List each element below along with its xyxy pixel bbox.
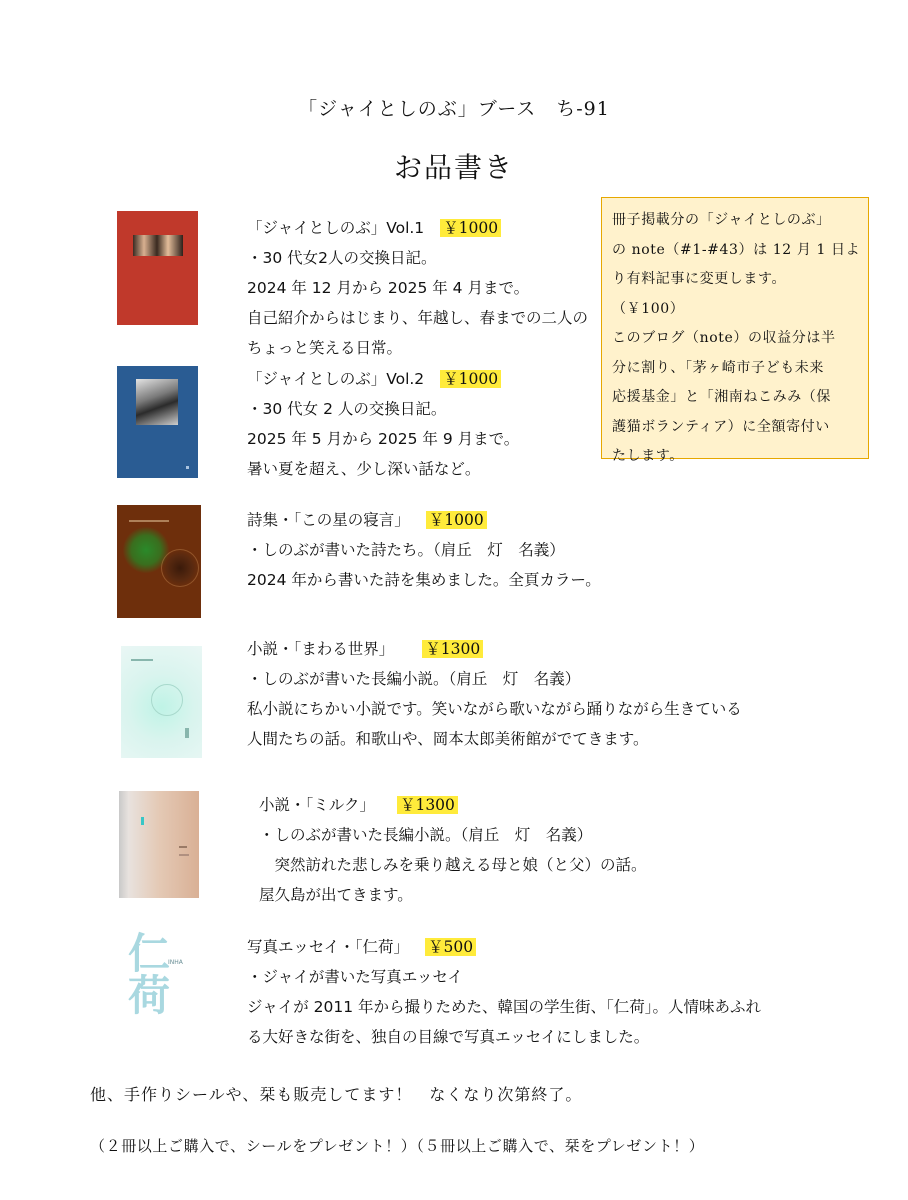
price-badge: ￥1300 [422, 640, 483, 658]
menu-title: お品書き [393, 151, 514, 184]
price-badge: ￥1000 [440, 219, 501, 237]
dark-orb [161, 549, 199, 587]
item-desc-line: ・しのぶが書いた詩たち。（肩丘 灯 名義） [247, 541, 565, 559]
item-title: 詩集・「この星の寝言」 [247, 511, 410, 529]
item-desc-line: 2024 年 12 月から 2025 年 4 月まで。 [247, 279, 530, 297]
notice-line: の note（#1-#43）は 12 月 1 日よ [612, 241, 861, 258]
item-desc-line: ・30 代女2人の交換日記。 [247, 249, 437, 267]
notice-line: 護猫ボランティア）に全額寄付い [612, 418, 830, 435]
item-desc-line: 暑い夏を超え、少し深い話など。 [247, 460, 481, 478]
item-title: 「ジャイとしのぶ」Vol.2 [247, 370, 425, 388]
item-desc-line: ・ジャイが書いた写真エッセイ [247, 968, 463, 986]
notice-line: このブログ（note）の収益分は半 [612, 330, 836, 346]
item-desc-line: ジャイが 2011 年から撮りためた、韓国の学生街、「仁荷」。人情味あふれ [247, 998, 761, 1016]
item-vol1 [247, 213, 588, 363]
item-inha [247, 932, 761, 1052]
price-badge: ￥1000 [426, 511, 487, 529]
notice-line: 冊子掲載分の「ジャイとしのぶ」 [612, 212, 831, 228]
item-title: 「ジャイとしのぶ」Vol.1 [247, 219, 425, 237]
item-desc-line: 突然訪れた悲しみを乗り越える母と娘（と父）の話。 [259, 856, 647, 874]
item-title: 小説・「ミルク」 [259, 796, 375, 814]
item-title: 写真エッセイ・「仁荷」 [247, 938, 409, 956]
notice-line: 分に割り、「茅ヶ崎市子ども未来 [612, 359, 824, 376]
price-badge: ￥1000 [440, 370, 501, 388]
book-cover-vol1 [117, 211, 198, 325]
book-cover-inha [122, 931, 192, 1039]
item-desc-line: 自己紹介からはじまり、年越し、春までの二人の [247, 309, 589, 327]
cover-subtitle-text: INHA [168, 959, 183, 966]
item-desc-line: る大好きな街を、独自の目線で写真エッセイにしました。 [247, 1028, 650, 1046]
item-vol2 [247, 364, 519, 484]
book-cover-mawaru-sekai [121, 646, 202, 758]
notice-line: り有料記事に変更します。 [612, 271, 787, 287]
item-mawaru-sekai [247, 634, 742, 754]
item-poetry [247, 505, 601, 595]
item-desc-line: ・30 代女 2 人の交換日記。 [247, 400, 447, 418]
notice-line: （￥100） [612, 300, 685, 317]
cover-photo [136, 379, 178, 425]
item-desc-line: 2024 年から書いた詩を集めました。全頁カラー。 [247, 571, 601, 589]
book-cover-poetry [117, 505, 201, 618]
book-cover-vol2 [117, 366, 198, 478]
footer-line-extras: 他、手作りシールや、栞も販売してます！ なくなり次第終了。 [90, 1085, 583, 1104]
cover-photo [133, 235, 183, 256]
cover-title-text: 仁荷 [122, 931, 171, 1015]
notice-line: 応援基金」と「湘南ねこみみ（保 [612, 389, 831, 405]
item-desc-line: ・しのぶが書いた長編小説。（肩丘 灯 名義） [259, 826, 593, 844]
book-cover-milk [119, 791, 199, 898]
notice-box [601, 197, 869, 464]
item-desc-line: ちょっと笑える日常。 [247, 339, 403, 357]
booth-title: 「ジャイとしのぶ」ブース ち-91 [298, 98, 610, 120]
price-badge: ￥1300 [397, 796, 458, 814]
footer-line-bonus: （２冊以上ご購入で、シールをプレゼント！）（５冊以上ご購入で、栞をプレゼント！） [90, 1137, 705, 1155]
item-title: 小説・「まわる世界」 [247, 640, 395, 658]
item-desc-line: 私小説にちかい小説です。笑いながら歌いながら踊りながら生きている [247, 700, 742, 718]
price-badge: ￥500 [425, 938, 476, 956]
notice-line: たします。 [612, 448, 684, 464]
item-desc-line: 屋久島が出てきます。 [259, 886, 413, 904]
item-desc-line: 人間たちの話。和歌山や、岡本太郎美術館がでてきます。 [247, 730, 649, 748]
item-desc-line: ・しのぶが書いた長編小説。（肩丘 灯 名義） [247, 670, 581, 688]
item-desc-line: 2025 年 5 月から 2025 年 9 月まで。 [247, 430, 520, 448]
item-milk [245, 790, 647, 910]
